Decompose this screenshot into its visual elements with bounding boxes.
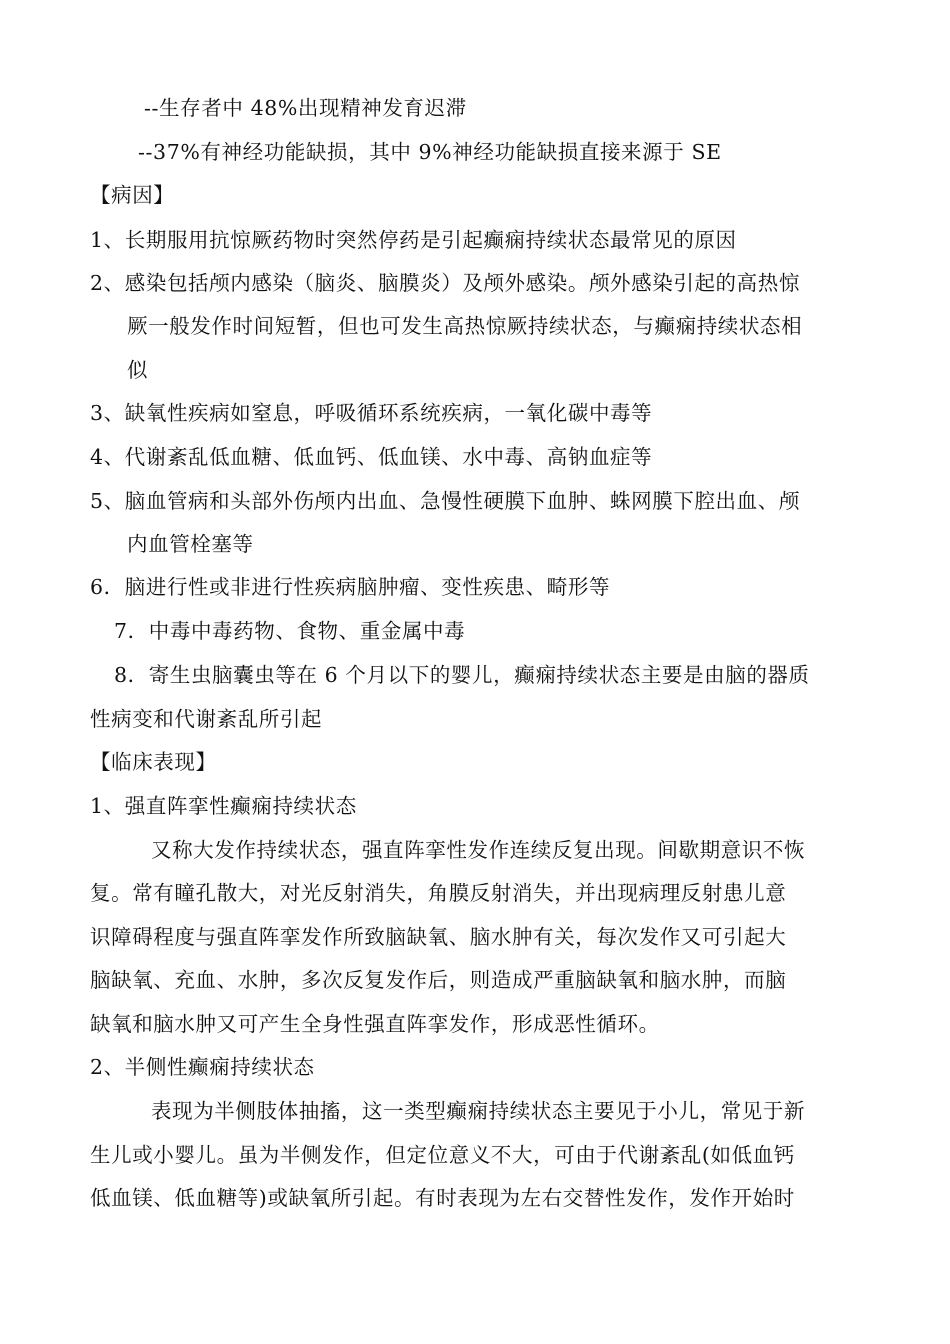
- clinical-subsection-2-title: 2、半侧性癫痫持续状态: [90, 1055, 315, 1079]
- etiology-item-3: 3、缺氧性疾病如窒息，呼吸循环系统疾病，一氧化碳中毒等: [90, 401, 653, 425]
- etiology-item-4: 4、代谢紊乱低血糖、低血钙、低血镁、水中毒、高钠血症等: [90, 445, 653, 469]
- etiology-heading: 【病因】: [90, 183, 175, 207]
- intro-line-2: --37%有神经功能缺损，其中 9%神经功能缺损直接来源于 SE: [138, 140, 722, 164]
- etiology-item-5-line-1: 5、脑血管病和头部外伤颅内出血、急慢性硬膜下血肿、蛛网膜下腔出血、颅: [90, 489, 800, 513]
- etiology-item-2-line-3: 似: [127, 358, 149, 382]
- etiology-item-7: 7．中毒中毒药物、食物、重金属中毒: [114, 619, 466, 643]
- etiology-item-8-line-1: 8．寄生虫脑囊虫等在 6 个月以下的婴儿，癫痫持续状态主要是由脑的器质: [114, 663, 810, 687]
- etiology-item-8-line-2: 性病变和代谢紊乱所引起: [90, 707, 323, 731]
- clinical-subsection-2-line-3: 低血镁、低血糖等)或缺氧所引起。有时表现为左右交替性发作，发作开始时: [90, 1186, 795, 1210]
- clinical-subsection-1-line-2: 复。常有瞳孔散大，对光反射消失，角膜反射消失，并出现病理反射患儿意: [90, 881, 787, 905]
- etiology-item-6: 6．脑进行性或非进行性疾病脑肿瘤、变性疾患、畸形等: [90, 575, 611, 599]
- clinical-subsection-1-line-4: 脑缺氧、充血、水肿，多次反复发作后，则造成严重脑缺氧和脑水肿，而脑: [90, 968, 787, 992]
- etiology-item-1: 1、长期服用抗惊厥药物时突然停药是引起癫痫持续状态最常见的原因: [90, 228, 737, 252]
- clinical-subsection-1-line-1: 又称大发作持续状态，强直阵挛性发作连续反复出现。间歇期意识不恢: [151, 838, 806, 862]
- etiology-item-2-line-2: 厥一般发作时间短暂，但也可发生高热惊厥持续状态，与癫痫持续状态相: [127, 314, 803, 338]
- etiology-item-2-line-1: 2、感染包括颅内感染（脑炎、脑膜炎）及颅外感染。颅外感染引起的高热惊: [90, 271, 800, 295]
- clinical-subsection-1-title: 1、强直阵挛性癫痫持续状态: [90, 794, 357, 818]
- clinical-heading: 【临床表现】: [90, 750, 217, 774]
- clinical-subsection-1-line-5: 缺氧和脑水肿又可产生全身性强直阵挛发作，形成恶性循环。: [90, 1012, 660, 1036]
- clinical-subsection-2-line-1: 表现为半侧肢体抽搐，这一类型癫痫持续状态主要见于小儿，常见于新: [151, 1099, 806, 1123]
- intro-line-1: --生存者中 48%出现精神发育迟滞: [144, 96, 467, 120]
- clinical-subsection-1-line-3: 识障碍程度与强直阵挛发作所致脑缺氧、脑水肿有关，每次发作又可引起大: [90, 925, 787, 949]
- etiology-item-5-line-2: 内血管栓塞等: [127, 532, 254, 556]
- clinical-subsection-2-line-2: 生儿或小婴儿。虽为半侧发作，但定位意义不大，可由于代谢紊乱(如低血钙: [90, 1143, 795, 1167]
